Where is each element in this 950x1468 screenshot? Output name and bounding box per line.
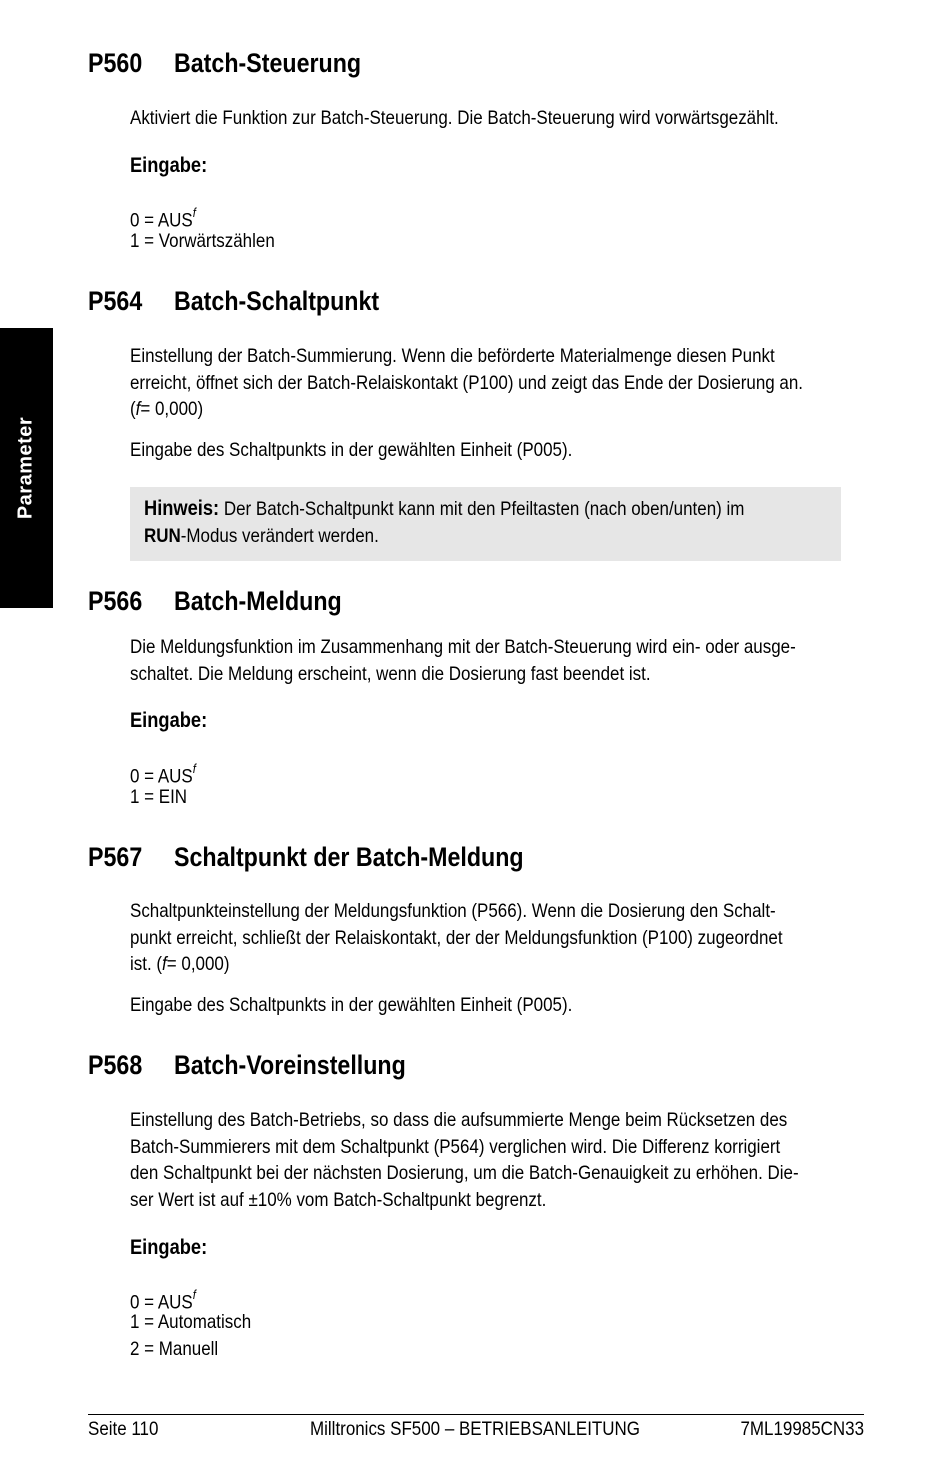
desc-line: ist. (f= 0,000) [130, 953, 230, 975]
desc-line: Batch-Summierers mit dem Schaltpunkt (P564) verglichen wird. Die Differenz korrigiert [130, 1135, 781, 1158]
param-description-2: Eingabe des Schaltpunkts in der gewählten Einheit (P005). [130, 439, 573, 461]
param-code: P567 [88, 842, 143, 872]
param-title: Schaltpunkt der Batch-Meldung [174, 842, 524, 872]
default-marker: f [192, 205, 196, 220]
desc-line: (f= 0,000) [130, 398, 204, 420]
page-number: Seite 110 [88, 1418, 159, 1440]
param-description [130, 634, 870, 687]
option-0: $0 = AUS^f$ [130, 205, 196, 232]
input-label: Eingabe: [130, 154, 208, 177]
param-description [130, 898, 870, 978]
param-code: P560 [88, 48, 143, 78]
option-0: $0 = AUS^f$ [130, 761, 196, 788]
param-description: Aktiviert die Funktion zur Batch-Steuerung. Die Batch-Steuerung wird vorwärtsgezählt. [130, 107, 779, 129]
document-title: Milltronics SF500 – BETRIEBSANLEITUNG [310, 1418, 640, 1440]
option-1: 1 = Vorwärtszählen [130, 230, 275, 252]
param-description [130, 343, 870, 423]
note-text: Hinweis: Der Batch-Schaltpunkt kann mit den Pfeiltasten (nach oben/unten) im RUN-Modus verändert werden. [144, 497, 745, 547]
side-tab-label: Parameter [14, 416, 37, 520]
desc-line: ser Wert ist auf ±10% vom Batch-Schaltpunkt begrenzt. [130, 1188, 547, 1211]
desc-line: punkt erreicht, schließt der Relaiskontakt, der der Meldungsfunktion (P100) zugeordnet [130, 926, 783, 949]
option-0: $0 = AUS^f$ [130, 1287, 196, 1314]
document-number: 7ML19985CN33 [740, 1418, 864, 1440]
option-1: 1 = Automatisch [130, 1311, 252, 1333]
param-title: Batch-Steuerung [174, 48, 362, 78]
param-code: P568 [88, 1050, 143, 1080]
section-heading-p567 [88, 842, 524, 873]
param-title: Batch-Schaltpunkt [174, 286, 380, 316]
default-marker: f [192, 761, 196, 776]
desc-line: schaltet. Die Meldung erscheint, wenn die Dosierung fast beendet ist. [130, 662, 651, 685]
footer-divider [88, 1414, 864, 1415]
input-label: Eingabe: [130, 1236, 208, 1259]
param-code: P564 [88, 286, 143, 316]
note-label: Hinweis: [144, 497, 220, 520]
param-description-2: Eingabe des Schaltpunkts in der gewählten Einheit (P005). [130, 994, 573, 1016]
desc-line: Schaltpunkteinstellung der Meldungsfunktion (P566). Wenn die Dosierung den Schalt- [130, 900, 776, 922]
section-heading-p560 [88, 48, 361, 79]
section-heading-p566 [88, 586, 342, 617]
desc-line: erreicht, öffnet sich der Batch-Relaiskontakt (P100) und zeigt das Ende der Dosierung an. [130, 371, 804, 394]
param-description [130, 1107, 870, 1213]
desc-line: den Schaltpunkt bei der nächsten Dosierung, um die Batch-Genauigkeit zu erhöhen. Die- [130, 1162, 799, 1184]
side-tab [0, 328, 53, 608]
param-title: Batch-Meldung [174, 586, 342, 616]
section-heading-p568 [88, 1050, 406, 1081]
desc-line: Einstellung der Batch-Summierung. Wenn die beförderte Materialmenge diesen Punkt [130, 345, 775, 367]
option-2: 2 = Manuell [130, 1338, 219, 1360]
param-code: P566 [88, 586, 143, 616]
section-heading-p564 [88, 286, 379, 317]
desc-line: Die Meldungsfunktion im Zusammenhang mit der Batch-Steuerung wird ein- oder ausge- [130, 636, 796, 658]
option-1: 1 = EIN [130, 786, 188, 808]
default-marker: f [192, 1287, 196, 1302]
param-title: Batch-Voreinstellung [174, 1050, 406, 1080]
note-box [130, 487, 841, 561]
input-label: Eingabe: [130, 709, 208, 732]
run-mode-label: RUN [144, 525, 181, 547]
desc-line: Einstellung des Batch-Betriebs, so dass die aufsummierte Menge beim Rücksetzen des [130, 1109, 788, 1131]
